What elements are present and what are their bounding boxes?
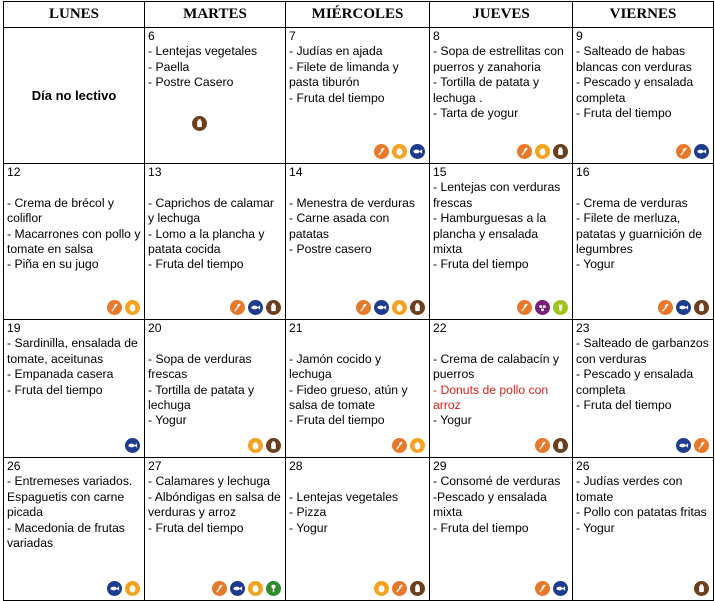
meal-item: - Fruta del tiempo [148,520,244,535]
allergen-icons [676,144,709,159]
meal-item: - Fruta del tiempo [7,382,103,397]
meal-item: - Yogur [576,520,615,535]
meal-item: - Lentejas vegetales [148,44,258,59]
week-row [4,320,714,458]
meal-item [148,336,282,351]
fish-icon [374,300,389,315]
meal-item [289,474,426,489]
day-number: 15 [433,165,447,179]
day-cell-monday [4,164,145,320]
meal-item [148,180,282,195]
milk-icon [410,300,425,315]
meal-item: - Fruta del tiempo [148,257,244,272]
meal-list [573,336,713,413]
meal-item: - Fruta del tiempo [433,520,529,535]
meal-item: - Tortilla de patata y lechuga . [433,75,540,105]
meal-list [573,180,713,272]
meal-item: - Fideo grueso, atún y salsa de tomate [289,382,408,413]
no-school-label: Día no lectivo [31,87,117,103]
day-cell-friday [573,320,714,458]
allergen-icons [230,300,281,315]
fish-icon [694,144,709,159]
milk-icon [694,300,709,315]
header-tuesday: MARTES [145,2,286,28]
day-cell-tuesday [145,320,286,458]
day-number: 23 [576,321,590,335]
day-number: 22 [433,321,447,335]
meal-item: - Fruta del tiempo [289,90,385,105]
meal-list [145,336,285,428]
day-number: 7 [289,29,296,43]
day-cell-friday [573,28,714,164]
meal-item [576,180,710,195]
meal-list [286,336,429,428]
allergen-icons [676,438,709,453]
day-number: 29 [433,459,447,473]
meal-item: - Donuts de pollo con arroz [433,382,549,413]
week-row [4,28,714,164]
meal-item: - Postre Casero [148,75,234,90]
allergen-icons [517,144,568,159]
meal-list [145,44,285,90]
header-monday: LUNES [4,2,145,28]
day-number: 8 [433,29,440,43]
allergen-icons [212,581,281,596]
meal-item: - Crema de verduras [576,195,688,210]
gluten-icon [230,300,245,315]
meal-item: Espaguetis con carne picada [7,489,125,520]
meal-item: - Lentejas vegetales [289,489,399,504]
gluten-icon [676,144,691,159]
meal-item [289,180,426,195]
day-cell-monday [4,458,145,601]
meal-item: - Hamburguesas a la plancha y ensalada mixta [433,211,547,257]
day-cell-thursday [430,320,573,458]
meal-item: - Yogur [576,257,615,272]
fish-icon [410,144,425,159]
allergen-icons [125,438,140,453]
allergen-icons [248,438,281,453]
meal-item: - Salteado de habas blancas con verduras [576,44,692,74]
egg-icon [125,581,140,596]
meal-item: - Pescado y ensalada completa [576,75,694,105]
gluten-icon [517,300,532,315]
gluten-icon [517,144,532,159]
meal-list [430,44,572,121]
gluten-icon [658,300,673,315]
day-number: 6 [148,29,155,43]
meal-item: - Sopa de verduras frescas [148,351,252,382]
menu-calendar [3,1,714,601]
allergen-icons [374,144,425,159]
meal-item: - Menestra de verduras [289,195,415,210]
celery-icon [266,581,281,596]
meal-list [286,474,429,536]
egg-icon [248,581,263,596]
meal-list [4,180,144,272]
milk-icon [410,581,425,596]
allergen-icons [192,116,207,131]
gluten-icon [392,581,407,596]
fish-icon [676,438,691,453]
egg-icon [410,438,425,453]
meal-item: - Fruta del tiempo [576,398,672,413]
meal-item: - Fruta del tiempo [433,257,529,272]
day-cell-tuesday [145,28,286,164]
mustard-icon [553,300,568,315]
fish-icon [676,300,691,315]
meal-item: - Empanada casera [7,367,114,382]
day-cell-wednesday [286,458,430,601]
meal-list [430,180,572,272]
milk-icon [266,438,281,453]
meal-item: - Lomo a la plancha y patata cocida [148,226,265,257]
meal-list [430,474,572,536]
meal-item: - Caprichos de calamar y lechuga [148,195,274,226]
header-friday: VIERNES [573,2,714,28]
day-cell-thursday [430,164,573,320]
meal-item: - Judías en ajada [289,44,383,59]
day-cell-wednesday [286,164,430,320]
allergen-icons [107,581,140,596]
day-cell-tuesday [145,164,286,320]
allergen-icons [535,581,568,596]
meal-item: - Albóndigas en salsa de verduras y arroz [148,489,281,520]
meal-item: - Consomé de verduras [433,474,561,489]
meal-item: - Pescado y ensalada completa [576,367,694,397]
day-number: 26 [7,459,21,473]
meal-item: - Macedonia de frutas variadas [7,520,125,551]
day-number: 14 [289,165,303,179]
meal-list [573,474,713,536]
week-row [4,458,714,601]
egg-icon [125,300,140,315]
meal-item: - Entremeses variados. [7,474,133,489]
meal-list [4,474,144,551]
egg-icon [374,581,389,596]
day-number: 21 [289,321,303,335]
day-cell-monday [4,320,145,458]
milk-icon [553,144,568,159]
allergen-icons [356,300,425,315]
meal-item: - Jamón cocido y lechuga [289,351,382,382]
gluten-icon [694,438,709,453]
gluten-icon [107,300,122,315]
allergen-icons [517,300,568,315]
gluten-icon [212,581,227,596]
day-cell-monday [4,28,145,164]
soy-icon [535,300,550,315]
meal-item: - Crema de brécol y coliflor [7,195,115,226]
day-cell-wednesday [286,28,430,164]
meal-item: - Piña en su jugo [7,257,99,272]
meal-item: - Calamares y lechuga [148,474,270,489]
meal-item: - Salteado de garbanzos con verduras [576,336,709,366]
meal-item: - Lentejas con verduras frescas [433,180,561,210]
day-number: 9 [576,29,583,43]
day-cell-wednesday [286,320,430,458]
meal-item: - Tortilla de patata y lechuga [148,382,255,413]
meal-item: - Carne asada con patatas [289,211,390,241]
milk-icon [266,300,281,315]
meal-item: - Pollo con patatas fritas [576,505,707,520]
gluten-icon [374,144,389,159]
egg-icon [535,144,550,159]
day-number: 26 [576,459,590,473]
meal-item: - Judías verdes con tomate [576,474,683,504]
meal-list [573,44,713,121]
day-number: 19 [7,321,21,335]
day-cell-thursday [430,458,573,601]
meal-item: - Sardinilla, ensalada de tomate, aceitunas [7,336,138,366]
meal-item [7,180,141,195]
meal-item [433,336,569,351]
egg-icon [392,300,407,315]
meal-item: - Macarrones con pollo y tomate en salsa [7,226,141,257]
header-wednesday: MIÉRCOLES [286,2,430,28]
milk-icon [192,116,207,131]
meal-list [145,474,285,536]
meal-item: - Tarta de yogur [433,106,519,121]
meal-item: - Fruta del tiempo [289,413,385,428]
egg-icon [248,438,263,453]
meal-item: - Paella [148,59,190,74]
fish-icon [553,581,568,596]
week-row [4,164,714,320]
fish-icon [107,581,122,596]
meal-item: - Yogur [433,413,472,428]
meal-item: - Yogur [148,413,187,428]
meal-item: -Pescado y ensalada mixta [433,489,547,520]
meal-item: - Fruta del tiempo [576,106,672,121]
meal-item: - Pizza [289,505,327,520]
meal-item: - Postre casero [289,242,372,257]
allergen-icons [535,438,568,453]
day-number: 16 [576,165,590,179]
allergen-icons [107,300,140,315]
meal-item: - Yogur [289,520,328,535]
weekday-header-row [4,2,714,28]
day-cell-friday [573,458,714,601]
gluten-icon [356,300,371,315]
day-number: 27 [148,459,162,473]
day-cell-thursday [430,28,573,164]
fish-icon [125,438,140,453]
day-cell-friday [573,164,714,320]
meal-list [145,180,285,272]
allergen-icons [694,581,709,596]
meal-list [430,336,572,428]
meal-item: - Crema de calabacín y puerros [433,351,559,382]
allergen-icons [392,438,425,453]
meal-item: - Sopa de estrellitas con puerros y zanahoria [433,44,564,74]
day-cell-tuesday [145,458,286,601]
milk-icon [694,581,709,596]
allergen-icons [658,300,709,315]
day-number: 12 [7,165,21,179]
fish-icon [248,300,263,315]
gluten-icon [535,581,550,596]
egg-icon [392,144,407,159]
gluten-icon [535,438,550,453]
meal-list [286,44,429,106]
day-number: 13 [148,165,162,179]
meal-item: - Filete de merluza, patatas y guarnición de legumbres [576,211,703,257]
meal-list [286,180,429,257]
header-thursday: JUEVES [430,2,573,28]
meal-item [289,336,426,351]
meal-item: - Filete de limanda y pasta tiburón [289,59,399,90]
meal-list [4,336,144,398]
gluten-icon [392,438,407,453]
allergen-icons [374,581,425,596]
milk-icon [553,438,568,453]
day-number: 28 [289,459,303,473]
day-number: 20 [148,321,162,335]
fish-icon [230,581,245,596]
